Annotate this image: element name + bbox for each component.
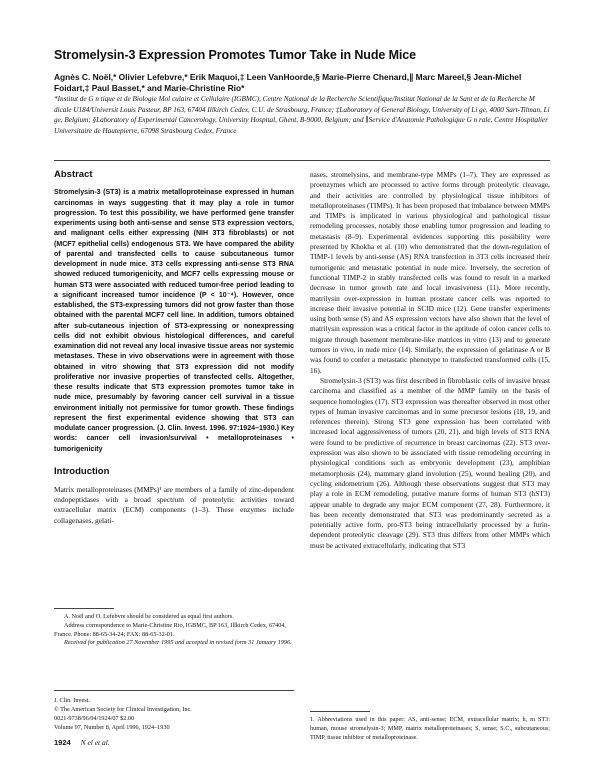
article-title: Stromelysin-3 Expression Promotes Tumor Take in Nude Mice [54, 48, 416, 62]
footnotes-left [54, 613, 294, 648]
right-column [310, 170, 550, 551]
journal-copyright: © The American Society for Clinical Investigation, Inc. [54, 706, 192, 713]
journal-issn: 0021-9738/96/04/1924/07 $2.00 [54, 715, 135, 722]
footnote-correspondence: Address correspondence to Marie-Christine Rio, IGBMC, BP 163, Illkirch Cedex, 67404, France. Phone: 88-65-34-24; FAX: 88-65-32-01. [54, 621, 286, 638]
introduction-right-paragraph-1: nases, stromelysins, and membrane-type MMPs (1–7). They are expressed as proenzymes which are processed to active forms through proteolytic cleavage, and their activities are controlled by physiological tissue inhibitors of metalloproteinases (TIMPs). It has been proposed that imbalance between MMPs and TIMPs is implicated in various physiological and pathological tissue remodeling processes, notably those enabling tumor progression and leading to metastasis (8–9). Experimental evidences supporting this possibility were presented by Khokha et al. (10) who demonstrated that the down-regulation of TIMP-1 levels by anti-sense (AS) RNA transfection in 3T3 cells increased their tumorigenic and metastatic potential in nude mice. Inversely, the secretion of functional TIMP-2 in stably transfected cells was found to result in a marked decrease in tumor growth rate and local invasiveness (11). More recently, matrilysin over-expression in human prostate cancer cells was reported to increase their invasive potential in SCID mice (12). Gene transfer experiments using both sense (S) and AS expression vectors have also shown that the level of matrilysin expression was a critical factor in the aptitude of colon cancer cells to migrate through basement membrane-like matrices in vitro (13) and to generate tumors in vivo, in nude mice (14). Similarly, the expression of gelatinase A or B was found to confer a metastatic phenotype to transfected transformed cells (15, 16). [310, 170, 550, 375]
footnote-equal-authors: A. Noël and O. Lefebvre should be considered as equal first authors. [64, 613, 234, 620]
page-footer [54, 738, 110, 747]
left-column [54, 170, 294, 526]
journal-name: J. Clin. Invest. [54, 697, 90, 704]
affiliations: *Institut de G n tique et de Biologie Mol culaire et Cellulaire (IGBMC), Centre National de la Recherche Scientifique/Institut National de la Sant et de la Recherche M dicale U184/Universit Louis Pasteur, BP 163, 67404 Illkirch Cedex, C.U. de Strasbourg, France; ‡Laboratory of General Biology, University of Li ge, 4000 Sart-Tilman, Li ge, Belgium; §Laboratory of Experimental Cancerology, University Hospital, Ghent, B-9000, Belgium; and ∥Service d'Anatomie Pathologique G n rale, Centre Hospitalier Universitaire de Hautepierre, 67098 Strasbourg Cedex, France [54, 95, 550, 135]
footnote-rule-right [310, 711, 370, 712]
introduction-left-text: Matrix metalloproteinases (MMPs)¹ are members of a family of zinc-dependent endopeptidases with a broad spectrum of proteolytic activities toward extracellular matrix (ECM) components (1–3). These enzymes include collagenases, gelati- [54, 485, 294, 525]
running-head: N el et al. [80, 738, 110, 747]
introduction-heading: Introduction [54, 465, 110, 477]
journal-volume: Volume 97, Number 8, April 1996, 1924–1930 [54, 724, 170, 731]
page-number: 1924 [54, 738, 71, 747]
journal-rule [54, 690, 294, 691]
author-list: Agnès C. Noël,* Olivier Lefebvre,* Erik Maquoi,‡ Leen VanHoorde,§ Marie-Pierre Chenard,∥ Marc Mareel,§ Jean-Michel Foidart,‡ Paul Basset,* and Marie-Christine Rio* [54, 72, 522, 93]
abstract-body: Stromelysin-3 (ST3) is a matrix metalloproteinase expressed in human carcinomas in ways suggesting that it may play a role in tumor progression. To test this possibility, we have performed gene transfer experiments using both anti-sense and sense ST3 expression vectors, and malignant cells either expressing (NIH 3T3 fibroblasts) or not (MCF7 epithelial cells) endogenous ST3. We have compared the ability of parental and transfected cells to cause subcutaneous tumor development in nude mice. 3T3 cells expressing anti-sense ST3 RNA showed reduced tumorigenicity, and MCF7 cells expressing mouse or human ST3 were associated with reduced tumor-free period leading to a significant increased tumor incidence (P < 10⁻⁴). However, once established, the ST3-expressing tumors did not grow faster than those obtained with the parental MCF7 cell line. In addition, tumors obtained after sub-cutaneous injection of ST3-expressing or nonexpressing cells did not exhibit obvious histological differences, and careful examination did not reveal any local invasive tissue areas nor systemic metastases. These in vivo observations were in agreement with those obtained in vitro showing that ST3 expression did not modify proliferative nor invasive properties of transfected cells. Altogether, these results indicate that ST3 expression promotes tumor take in nude mice, presumably by favoring cancer cell survival in a tissue environment initially not permissive for tumor growth. These findings represent the first experimental evidence showing that ST3 can modulate cancer progression. (J. Clin. Invest. 1996. 97:1924–1930.) Key words: cancer cell invasion/survival • metalloproteinases • tumorigenicity [54, 189, 294, 453]
journal-info [54, 696, 294, 732]
footnote-rule-left [54, 608, 114, 609]
footnote-abbreviations: 1. Abbreviations used in this paper: AS, anti-sense; ECM, extracellular matrix; h, m ST3: human, mouse stromelysin-3; MMP, matrix metalloproteinases; S, sense; S.C., subcutaneous; TIMP, tissue inhibitor of metalloproteinase. [310, 716, 550, 741]
abstract-heading: Abstract [54, 169, 93, 180]
footnote-received: Received for publication 27 November 1995 and accepted in revised form 31 January 1996. [64, 639, 292, 647]
introduction-right-paragraph-2: Stromelysin-3 (ST3) was first described in fibroblastic cells of invasive breast carcinoma and classified as a member of the MMP family on the basis of sequence homologies (17). ST3 expression was thereafter observed in most other types of human invasive carcinomas and in some precursor lesions (18, 19, and references therein). Strong ST3 gene expression has been correlated with increased local aggressiveness of tumors (20, 21), and high levels of ST3 RNA were found to be predictive of recurrence in breast carcinomas (22). ST3 over-expression was also shown to be associated with tissue remodeling occurring in physiological conditions such as embryonic development (23), amphibian metamorphosis (24), mammary gland involution (25), wound healing (20), and cycling endometrium (26). Although these observations suggest that ST3 may play a role in ECM remodeling, putative mature forms of human ST3 (hST3) appear unable to degrade any major ECM component (27, 28). Furthermore, it has been recently demonstrated that ST3 was predominantly secreted as a potentially active form, pro-ST3 being intracellularly processed by a furin-dependent proteolytic cleavage (29). ST3 thus differs from other MMPs which must be activated extracellularly, indicating that ST3 [310, 375, 550, 550]
header-rule [54, 160, 550, 161]
